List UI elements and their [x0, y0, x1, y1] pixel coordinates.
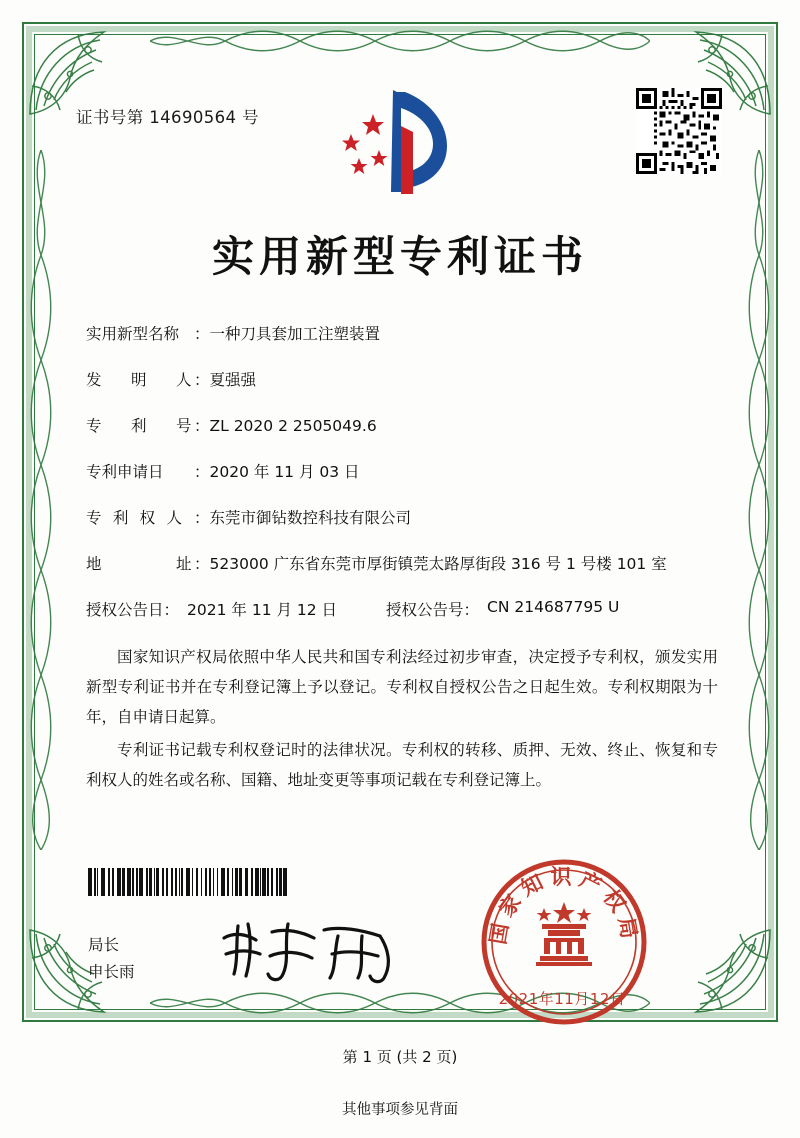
barcode-icon: [88, 868, 288, 896]
legal-text-block: [86, 642, 718, 797]
field-value-address: 523000 广东省东莞市厚街镇莞太路厚街段 316 号 1 号楼 101 室: [209, 555, 667, 574]
director-label: 局长: [88, 936, 120, 954]
signature-block: [88, 932, 135, 986]
field-colon: ：: [194, 555, 210, 574]
field-label-application-date: 专利申请日: [86, 463, 164, 482]
field-colon: ：: [194, 325, 210, 343]
field-colon: ：: [163, 601, 180, 620]
border-ornament-top: [150, 28, 650, 54]
field-colon: ：: [194, 463, 210, 482]
field-label-patentee: 专 利 权 人: [86, 509, 186, 528]
field-colon: ：: [194, 509, 210, 528]
field-value-patentee: 东莞市御钻数控科技有限公司: [209, 509, 412, 528]
field-patent-number: [86, 414, 716, 438]
field-value-patent-number: ZL 2020 2 2505049.6: [209, 417, 377, 436]
seal-date: 2021年11月12日: [498, 990, 626, 1008]
legal-paragraph-1: 国家知识产权局依照中华人民共和国专利法经过初步审查，决定授予专利权，颁发实用新型专利证书并在专利登记簿上予以登记。专利权自授权公告之日起生效。专利权期限为十年，自申请日起算。: [86, 648, 718, 727]
field-application-date: [86, 460, 716, 484]
field-address: [86, 552, 716, 576]
field-label-address: 地 址: [86, 555, 199, 574]
field-label-patent-number: 专 利 号: [86, 417, 199, 436]
field-patentee: [86, 506, 716, 530]
field-value-grant-date: 2021 年 11 月 12 日: [187, 601, 338, 620]
svg-text:国家知识产权局: 国家知识产权局: [485, 864, 643, 947]
cnipa-emblem-icon: [335, 88, 465, 198]
field-utility-model-name: [86, 322, 716, 346]
corner-ornament-bottom-right: [654, 926, 774, 1018]
field-colon: ：: [194, 417, 210, 436]
qr-code-icon: [636, 88, 722, 174]
field-colon: ：: [463, 601, 480, 620]
field-value-application-date: 2020 年 11 月 03 日: [209, 463, 360, 482]
page-number: 第 1 页 (共 2 页): [342, 1048, 458, 1066]
field-colon: ：: [194, 371, 210, 390]
director-name: 申长雨: [88, 963, 135, 982]
field-grant-date: [86, 598, 386, 620]
certificate-fields: [86, 322, 716, 638]
field-value-inventor: 夏强强: [209, 371, 257, 390]
page-title: 实用新型专利证书: [211, 232, 588, 281]
certificate-number: 证书号第 14690564 号: [76, 108, 259, 127]
handwritten-signature-icon: [212, 916, 412, 986]
field-label-grant-date: 授权公告日: [86, 601, 164, 620]
field-value-grant-number: CN 214687795 U: [487, 598, 620, 617]
field-value-utility-model-name: 一种刀具套加工注塑装置: [209, 325, 381, 343]
field-label-grant-number: 授权公告号: [386, 601, 464, 620]
field-inventor: [86, 368, 716, 392]
field-label-utility-model-name: 实用新型名称: [86, 325, 180, 343]
legal-paragraph-2: 专利证书记载专利权登记时的法律状况。专利权的转移、质押、无效、终止、恢复和专利权人的姓名或名称、国籍、地址变更等事项记载在专利登记簿上。: [86, 740, 718, 789]
field-label-inventor: 发 明 人: [86, 371, 199, 390]
field-grant-row: [86, 598, 716, 620]
footnote: 其他事项参见背面: [342, 1102, 458, 1118]
field-grant-number: [386, 598, 619, 620]
